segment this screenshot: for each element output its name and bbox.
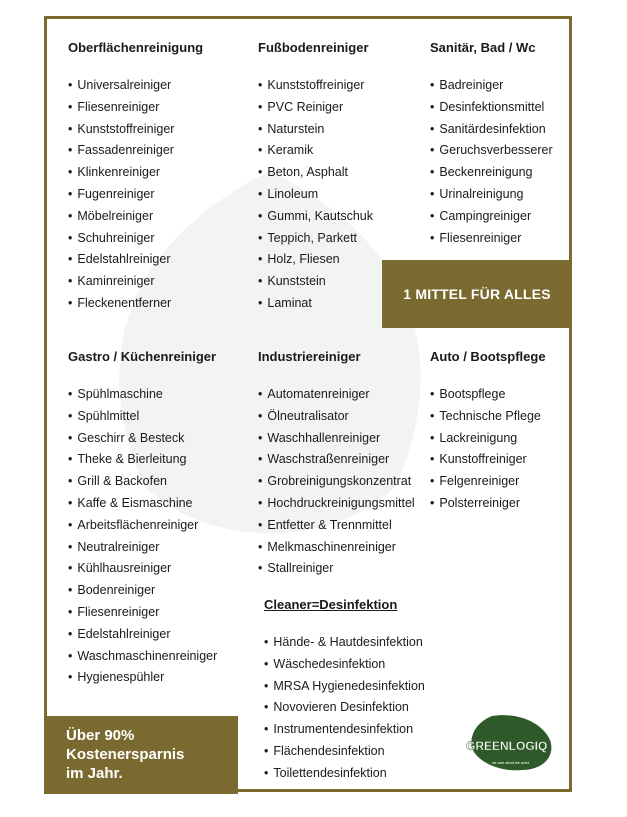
list-item: • Klinkenreiniger xyxy=(68,162,203,184)
list-item: • Toilettendesinfektion xyxy=(264,763,425,785)
list-item: • Kunststein xyxy=(258,271,373,293)
section-title: Gastro / Küchenreiniger xyxy=(68,349,217,364)
list-item: • Automatenreiniger xyxy=(258,384,415,406)
section-sanitaer xyxy=(430,40,553,249)
section-fussboden xyxy=(258,40,373,315)
section-auto xyxy=(430,349,546,515)
list-item: • Fassadenreiniger xyxy=(68,140,203,162)
list-item: • Fugenreiniger xyxy=(68,184,203,206)
list-item: • Universalreiniger xyxy=(68,75,203,97)
list-item: • Technische Pflege xyxy=(430,406,546,428)
list-item: • Kühlhausreiniger xyxy=(68,558,217,580)
list-item: • Beton, Asphalt xyxy=(258,162,373,184)
list-item: • Fliesenreiniger xyxy=(430,228,553,250)
list-item: • Grobreinigungskonzentrat xyxy=(258,471,415,493)
list-item: • Edelstahlreiniger xyxy=(68,624,217,646)
list-item: • Kaminreiniger xyxy=(68,271,203,293)
list-item: • Lackreinigung xyxy=(430,428,546,450)
list-item: • Wäschedesinfektion xyxy=(264,654,425,676)
list-item: • Urinalreinigung xyxy=(430,184,553,206)
section-industrie xyxy=(258,349,415,580)
list-item: • Hochdruckreinigungsmittel xyxy=(258,493,415,515)
list-item: • Hygienespühler xyxy=(68,667,217,689)
section-cleaner xyxy=(264,597,425,785)
list-item: • Flächendesinfektion xyxy=(264,741,425,763)
list-item: • Stallreiniger xyxy=(258,558,415,580)
list-item: • Campingreiniger xyxy=(430,206,553,228)
list-item: • Naturstein xyxy=(258,119,373,141)
list-item: • Polsterreiniger xyxy=(430,493,546,515)
list-item: • Sanitärdesinfektion xyxy=(430,119,553,141)
list-item: • Laminat xyxy=(258,293,373,315)
item-list xyxy=(430,75,553,249)
list-item: • Grill & Backofen xyxy=(68,471,217,493)
list-item: • Beckenreinigung xyxy=(430,162,553,184)
one-product-banner: 1 MITTEL FÜR ALLES xyxy=(382,260,572,328)
svg-text:we care about the world: we care about the world xyxy=(492,761,530,765)
list-item: • Instrumentendesinfektion xyxy=(264,719,425,741)
list-item: • Schuhreiniger xyxy=(68,228,203,250)
list-item: • Waschstraßenreiniger xyxy=(258,449,415,471)
section-title: Auto / Bootspflege xyxy=(430,349,546,364)
list-item: • Waschhallenreiniger xyxy=(258,428,415,450)
item-list xyxy=(264,632,425,785)
list-item: • Melkmaschinenreiniger xyxy=(258,537,415,559)
savings-box xyxy=(44,716,238,794)
list-item: • MRSA Hygienedesinfektion xyxy=(264,676,425,698)
list-item: • Keramik xyxy=(258,140,373,162)
list-item: • Badreiniger xyxy=(430,75,553,97)
savings-line: Kostenersparnis xyxy=(66,746,185,763)
list-item: • PVC Reiniger xyxy=(258,97,373,119)
list-item: • Waschmaschinenreiniger xyxy=(68,646,217,668)
list-item: • Kunststoffreiniger xyxy=(258,75,373,97)
list-item: • Edelstahlreiniger xyxy=(68,249,203,271)
list-item: • Spühlmittel xyxy=(68,406,217,428)
list-item: • Möbelreiniger xyxy=(68,206,203,228)
item-list xyxy=(68,75,203,315)
list-item: • Fleckenentferner xyxy=(68,293,203,315)
list-item: • Geschirr & Besteck xyxy=(68,428,217,450)
section-title: Sanitär, Bad / Wc xyxy=(430,40,536,55)
list-item: • Bodenreiniger xyxy=(68,580,217,602)
list-item: • Bootspflege xyxy=(430,384,546,406)
list-item: • Entfetter & Trennmittel xyxy=(258,515,415,537)
list-item: • Spühlmaschine xyxy=(68,384,217,406)
list-item: • Kunstoffreiniger xyxy=(430,449,546,471)
section-title: Cleaner=Desinfektion xyxy=(264,597,398,612)
item-list xyxy=(68,384,217,689)
list-item: • Kunststoffreiniger xyxy=(68,119,203,141)
savings-line: im Jahr. xyxy=(66,765,123,782)
list-item: • Novovieren Desinfektion xyxy=(264,697,425,719)
list-item: • Fliesenreiniger xyxy=(68,602,217,624)
svg-text:GREENLOGIQ: GREENLOGIQ xyxy=(466,739,548,753)
list-item: • Theke & Bierleitung xyxy=(68,449,217,471)
section-gastro xyxy=(68,349,217,689)
section-title: Industriereiniger xyxy=(258,349,361,364)
list-item: • Arbeitsflächenreiniger xyxy=(68,515,217,537)
item-list xyxy=(258,384,415,580)
list-item: • Ölneutralisator xyxy=(258,406,415,428)
item-list xyxy=(258,75,373,315)
list-item: • Neutralreiniger xyxy=(68,537,217,559)
list-item: • Kaffe & Eismaschine xyxy=(68,493,217,515)
greenlogiq-logo xyxy=(462,712,558,774)
list-item: • Geruchsverbesserer xyxy=(430,140,553,162)
section-title: Fußbodenreiniger xyxy=(258,40,369,55)
list-item: • Fliesenreiniger xyxy=(68,97,203,119)
list-item: • Linoleum xyxy=(258,184,373,206)
list-item: • Hände- & Hautdesinfektion xyxy=(264,632,425,654)
list-item: • Felgenreiniger xyxy=(430,471,546,493)
savings-line: Über 90% xyxy=(66,727,135,744)
item-list xyxy=(430,384,546,515)
list-item: • Holz, Fliesen xyxy=(258,249,373,271)
list-item: • Teppich, Parkett xyxy=(258,228,373,250)
list-item: • Desinfektionsmittel xyxy=(430,97,553,119)
list-item: • Gummi, Kautschuk xyxy=(258,206,373,228)
section-title: Oberflächenreinigung xyxy=(68,40,204,55)
section-oberflaechen xyxy=(68,40,203,315)
